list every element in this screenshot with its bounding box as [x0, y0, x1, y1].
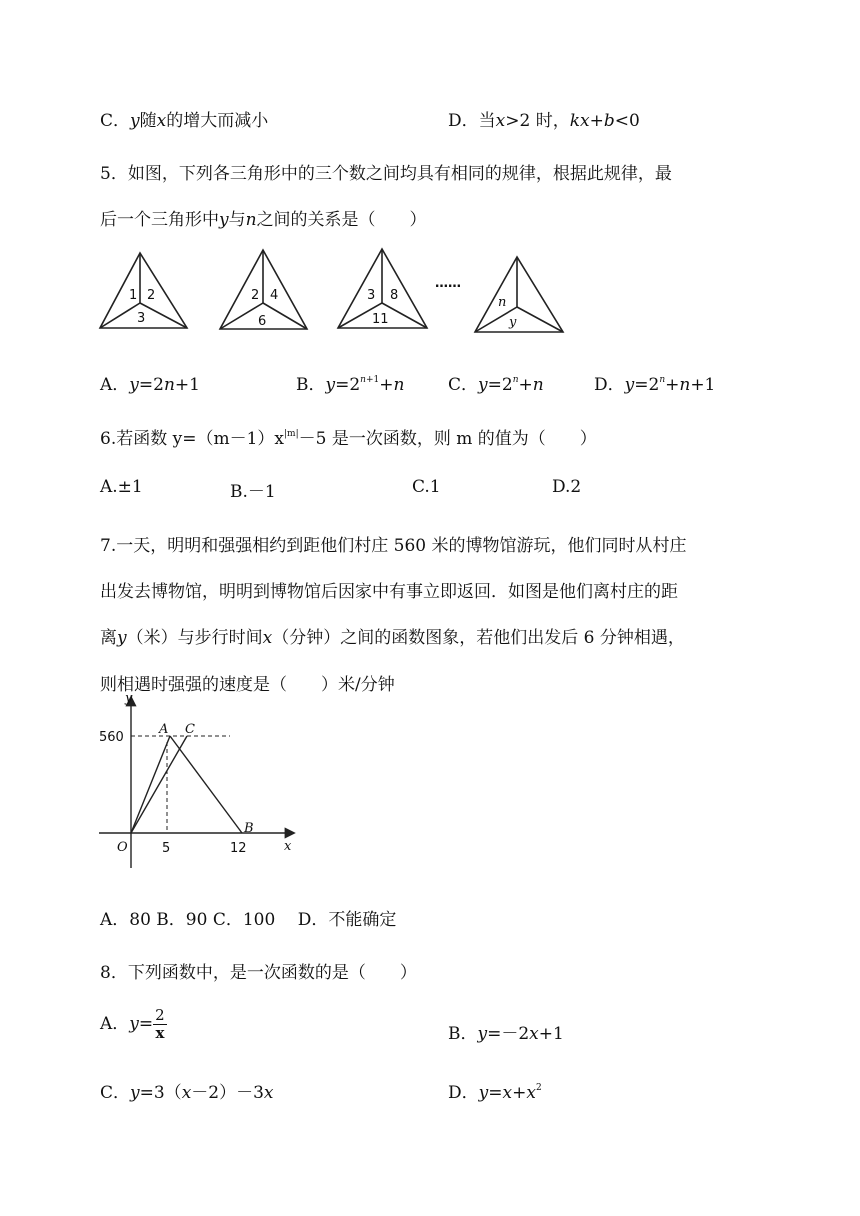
q5-stem-line1: 5．如图，下列各三角形中的三个数之间均具有相同的规律，根据此规律，最	[100, 164, 672, 184]
ellipsis: ……	[435, 276, 461, 291]
tri1-bottom: 3	[137, 311, 146, 326]
tri3-left: 3	[367, 288, 376, 303]
fraction: $\frac{2}{x}$	[155, 1006, 165, 1042]
q5-triangle-figure	[95, 245, 575, 340]
point-C-label: C	[185, 722, 195, 737]
y-axis-label: y	[125, 691, 133, 706]
tri3-right: 8	[390, 288, 399, 303]
q8-option-c: C．y=3（x－2）－3x	[100, 1083, 274, 1103]
q5-option-b: B．$y=2^{n+1}+n$	[296, 375, 405, 395]
tri3-bottom: 11	[372, 312, 389, 327]
q6-option-a: A.±1	[100, 477, 143, 497]
q5-stem-line2: 后一个三角形中y与n之间的关系是（ ）	[100, 210, 427, 230]
point-A-label: A	[159, 722, 169, 737]
x-tick-5: 5	[162, 841, 171, 856]
x-tick-12: 12	[230, 841, 247, 856]
tri2-right: 4	[270, 288, 279, 303]
segment-OA	[131, 736, 170, 833]
q7-stem-line3: 离y（米）与步行时间x（分钟）之间的函数图象，若他们出发后 6 分钟相遇，	[100, 628, 685, 648]
q8-option-d: D．$y=x+x^2$	[448, 1083, 542, 1103]
q8-option-a: A．y= $\frac{2}{x}$	[100, 1006, 165, 1042]
point-B-label: B	[244, 821, 254, 836]
q8-option-b: B．y=－2x+1	[448, 1024, 564, 1044]
tri2-left: 2	[251, 288, 260, 303]
tri2-bottom: 6	[258, 314, 267, 329]
q5-option-a: A．y=2n+1	[100, 375, 200, 395]
origin-label: O	[117, 840, 128, 855]
segment-AB	[170, 736, 242, 833]
segment-OC	[131, 736, 187, 833]
q7-distance-time-graph	[95, 690, 315, 870]
q6-option-c: C.1	[412, 477, 441, 497]
q7-stem-line4: 则相遇时强强的速度是（ ）米/分钟	[100, 675, 395, 695]
q4-option-c: C．y随x的增大而减小	[100, 111, 269, 131]
q6-option-b: B.－1	[230, 482, 276, 502]
q5-option-c: C．$y=2^n+n$	[448, 375, 544, 395]
tri4-bottom: y	[509, 315, 517, 330]
tri4-left: n	[498, 295, 507, 310]
q4-option-d: D．当x>2 时，kx+b<0	[448, 111, 640, 131]
q6-option-d: D.2	[552, 477, 582, 497]
q7-stem-line1: 7.一天，明明和强强相约到距他们村庄 560 米的博物馆游玩，他们同时从村庄	[100, 536, 687, 556]
tri1-right: 2	[147, 288, 156, 303]
q7-options: A．80 B．90 C．100 D．不能确定	[100, 910, 397, 930]
y-tick-560: 560	[99, 730, 124, 745]
q6-stem: 6.若函数 $y=(m-1)x^{|m|}-5$ 是一次函数，则 m 的值为（ ）	[100, 429, 597, 449]
q8-stem: 8．下列函数中，是一次函数的是（ ）	[100, 963, 417, 983]
q5-option-d: D．$y=2^n+n+1$	[594, 375, 716, 395]
tri1-left: 1	[129, 288, 138, 303]
q7-stem-line2: 出发去博物馆，明明到博物馆后因家中有事立即返回．如图是他们离村庄的距	[100, 582, 678, 602]
x-axis-label: x	[284, 839, 292, 854]
triangle-4	[475, 257, 563, 332]
